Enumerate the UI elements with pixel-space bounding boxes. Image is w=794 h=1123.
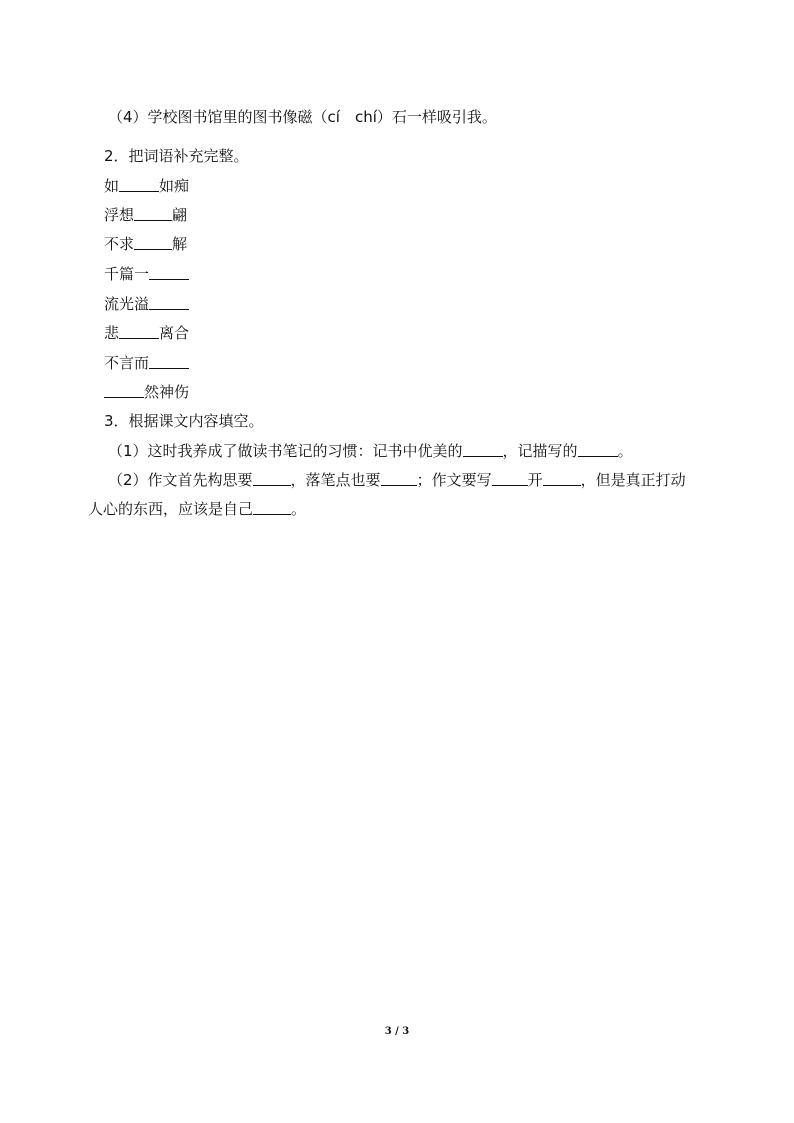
q3-item-2-text: 人心的东西，应该是自己 xyxy=(88,500,254,518)
q2-item-prefix: 千篇一 xyxy=(104,265,150,283)
q2-item-suffix: 离合 xyxy=(159,324,190,342)
answer-blank xyxy=(492,470,528,486)
q3-item-2-text: 开 xyxy=(527,471,543,489)
q2-item-suffix: 然神伤 xyxy=(144,383,190,401)
q2-item-prefix: 不求 xyxy=(104,235,135,253)
answer-blank xyxy=(543,470,581,486)
answer-blank xyxy=(578,441,618,457)
answer-blank xyxy=(253,470,291,486)
q3-item-1-text: （1）这时我养成了做读书笔记的习惯：记书中优美的 xyxy=(108,442,463,460)
q1-item-4-text: （4）学校图书馆里的图书像磁（cí chí）石一样吸引我。 xyxy=(108,108,497,126)
q2-item-prefix: 流光溢 xyxy=(104,295,150,313)
q1-item-4 xyxy=(108,107,497,127)
q2-item xyxy=(104,382,189,402)
q3-item-1-text: ，记描写的 xyxy=(502,442,578,460)
answer-blank xyxy=(104,382,144,398)
q3-item-1 xyxy=(108,441,633,461)
q2-item xyxy=(104,323,189,343)
answer-blank xyxy=(134,205,172,221)
q2-item xyxy=(104,234,187,254)
q3-item-2-text: （2）作文首先构思要 xyxy=(108,471,253,489)
q3-item-2-text: ；作文要写 xyxy=(416,471,492,489)
q2-item xyxy=(104,294,189,314)
q3-item-2-continued xyxy=(88,499,306,519)
q2-item-prefix: 如 xyxy=(104,177,120,195)
answer-blank xyxy=(381,470,417,486)
q2-heading: 2．把词语补充完整。 xyxy=(104,147,249,165)
q2-item xyxy=(104,176,189,196)
answer-blank xyxy=(463,441,503,457)
answer-blank xyxy=(149,353,189,369)
q2-item-suffix: 解 xyxy=(172,235,188,253)
answer-blank xyxy=(149,264,189,280)
q2-item xyxy=(104,264,189,284)
q3-item-2-text: 。 xyxy=(291,500,307,518)
q2-item-prefix: 不言而 xyxy=(104,354,150,372)
q3-item-2 xyxy=(108,470,686,490)
q3-item-1-text: 。 xyxy=(617,442,633,460)
answer-blank xyxy=(134,234,172,250)
answer-blank xyxy=(253,499,291,515)
q2-item-suffix: 翩 xyxy=(172,206,188,224)
q2-item xyxy=(104,205,187,225)
q3-heading: 3．根据课文内容填空。 xyxy=(104,412,264,430)
q2-item-suffix: 如痴 xyxy=(159,177,190,195)
q2-item-prefix: 浮想 xyxy=(104,206,135,224)
answer-blank xyxy=(149,294,189,310)
q2-item xyxy=(104,353,189,373)
answer-blank xyxy=(119,323,159,339)
q3-item-2-text: ，但是真正打动 xyxy=(580,471,686,489)
q2-item-prefix: 悲 xyxy=(104,324,120,342)
page-number: 3 / 3 xyxy=(384,1026,410,1037)
answer-blank xyxy=(119,176,159,192)
q3-item-2-text: ，落笔点也要 xyxy=(290,471,381,489)
